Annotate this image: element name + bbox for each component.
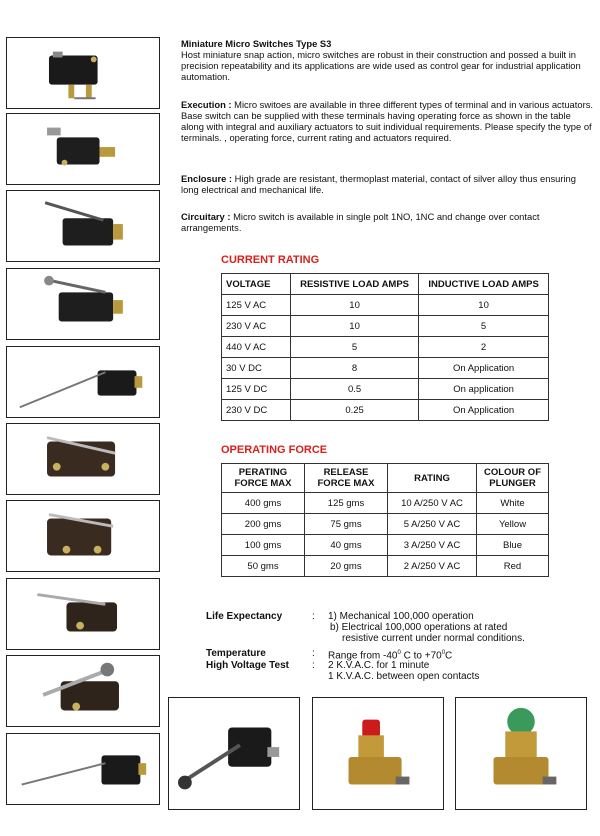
table-cell: 2 A/250 V AC [388,556,477,577]
table-row [222,316,549,337]
enclosure-label: Enclosure : [181,173,233,184]
temp-unit: C [445,650,453,662]
operating-force-heading: OPERATING FORCE [221,444,328,456]
table-header-row [222,274,549,295]
execution-label: Execution : [181,99,232,110]
hv-line: 2 K.V.A.C. for 1 minute [328,660,430,671]
product-photo-7 [6,500,160,572]
table-cell: 2 [419,337,549,358]
separator: : [312,648,315,659]
table-cell: Yellow [477,514,549,535]
life-expectancy-value [328,611,525,644]
header-line: FORCE MAX [317,478,375,489]
table-row [222,400,549,421]
header-line: COLOUR OF [484,467,541,478]
table-row [222,493,549,514]
header-line: PLUNGER [489,478,536,489]
table-row [222,556,549,577]
table-row [222,514,549,535]
product-photo-roller-lever [168,697,300,810]
table-cell: On Application [419,358,549,379]
life-line: b) Electrical 100,000 operations at rated [330,622,508,633]
circuitary-label: Circuitary : [181,211,231,222]
table-cell: 200 gms [222,514,305,535]
table-cell: 400 gms [222,493,305,514]
temp-to: C to +70 [400,650,442,662]
circuitary-body: Micro switch is available in single polt 1NO, 1NC and change over contact arrangements. [181,211,540,233]
degree-mark: 0 [441,650,446,656]
product-photo-6 [6,423,160,495]
product-photo-8 [6,578,160,650]
table-cell: 0.25 [291,400,419,421]
table-cell: 10 [291,295,419,316]
table-cell: 5 [419,316,549,337]
product-photo-green-plunger [455,697,587,810]
table-cell: 10 [419,295,549,316]
table-header [388,464,477,493]
table-cell: Blue [477,535,549,556]
table-header [222,464,305,493]
table-cell: 0.5 [291,379,419,400]
table-cell: 125 V DC [222,379,291,400]
current-rating-table [221,273,549,421]
header-line: RATING [414,472,450,484]
table-cell: 8 [291,358,419,379]
table-cell: 30 V DC [222,358,291,379]
product-photo-10 [6,733,160,805]
table-cell: 50 gms [222,556,305,577]
header-line: RELEASE [323,467,369,478]
product-photo-1 [6,37,160,109]
temperature-label: Temperature [206,648,266,659]
product-photo-9 [6,655,160,727]
operating-force-table [221,463,549,577]
table-cell: 100 gms [222,535,305,556]
table-cell: White [477,493,549,514]
life-line: resistive current under normal conditions. [342,633,525,644]
table-row [222,295,549,316]
table-cell: 125 V AC [222,295,291,316]
hv-line: 1 K.V.A.C. between open contacts [328,671,480,682]
table-header [477,464,549,493]
table-cell: 5 [291,337,419,358]
table-header: VOLTAGE [222,274,291,295]
header-line: FORCE MAX [234,478,292,489]
table-cell: 3 A/250 V AC [388,535,477,556]
life-expectancy-label: Life Expectancy [206,611,283,622]
product-photo-5 [6,346,160,418]
high-voltage-label: High Voltage Test [206,660,289,671]
table-cell: 5 A/250 V AC [388,514,477,535]
temp-from: Range from -40 [328,650,398,662]
table-row [222,379,549,400]
table-cell: 10 A/250 V AC [388,493,477,514]
table-cell: 440 V AC [222,337,291,358]
table-header: INDUCTIVE LOAD AMPS [419,274,549,295]
enclosure-body: High grade are resistant, thermoplast material, contact of silver alloy thus ensuring long electrical and mechanical life. [181,173,576,195]
table-cell: 10 [291,316,419,337]
table-header-row [222,464,549,493]
table-cell: 230 V DC [222,400,291,421]
separator: : [312,660,315,671]
table-header [305,464,388,493]
product-photo-4 [6,268,160,340]
intro-title: Miniature Micro Switches Type S3 [181,38,332,49]
table-cell: 230 V AC [222,316,291,337]
table-header: RESISTIVE LOAD AMPS [291,274,419,295]
separator: : [312,611,315,622]
product-photo-red-plunger [312,697,444,810]
table-cell: Red [477,556,549,577]
life-line: 1) Mechanical 100,000 operation [328,611,474,622]
table-row [222,535,549,556]
table-cell: 125 gms [305,493,388,514]
product-photo-2 [6,113,160,185]
table-row [222,358,549,379]
table-row [222,337,549,358]
intro-body: Host miniature snap action, micro switches are robust in their construction and possed a built in precision repeatability and its applications are wide used as control gear for industrial application automation. [181,49,581,82]
table-cell: 40 gms [305,535,388,556]
table-cell: On Application [419,400,549,421]
high-voltage-value [328,660,479,682]
degree-mark: 0 [397,650,401,656]
product-photo-3 [6,190,160,262]
current-rating-heading: CURRENT RATING [221,254,320,266]
table-cell: 75 gms [305,514,388,535]
header-line: PERATING [238,467,288,478]
table-cell: 20 gms [305,556,388,577]
table-cell: On application [419,379,549,400]
execution-body: Micro switoes are available in three different types of terminal and in various actuators. Base switch can be supplied with these terminals having operating force as shown in the table along with integral and auxiliary actuators to suit individual requirements. Please specify the type of terminals. , operating force, current rating and actuators required. [181,99,593,143]
